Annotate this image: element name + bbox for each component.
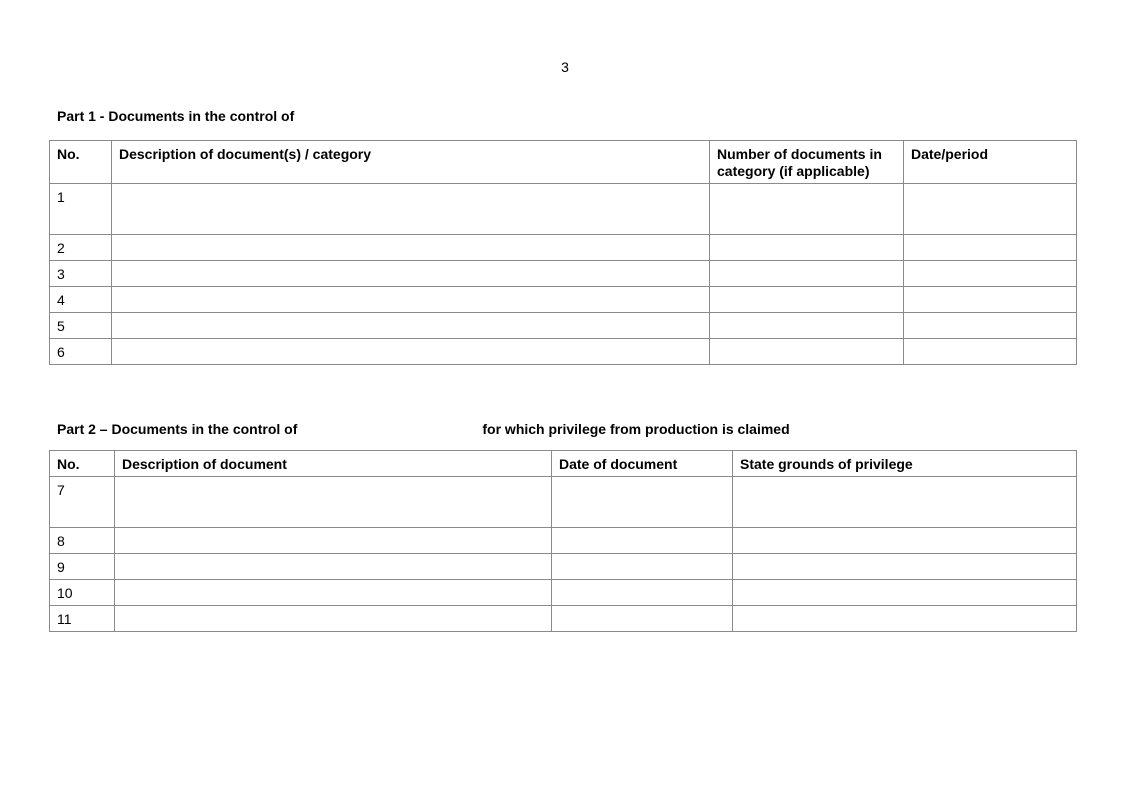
date-cell[interactable] <box>552 580 733 606</box>
part2-heading-start: Part 2 – Documents in the control of <box>57 421 298 437</box>
date-cell[interactable] <box>552 528 733 554</box>
part2-header-description: Description of document <box>115 451 552 477</box>
part2-header-grounds: State grounds of privilege <box>733 451 1077 477</box>
table-row <box>50 184 1077 235</box>
part1-table <box>49 140 1077 365</box>
part2-heading <box>57 421 790 437</box>
grounds-cell[interactable] <box>733 477 1077 528</box>
date-cell[interactable] <box>904 261 1077 287</box>
row-number: 6 <box>50 339 112 365</box>
description-cell[interactable] <box>112 184 710 235</box>
part1-heading: Part 1 - Documents in the control of <box>57 108 295 124</box>
date-cell[interactable] <box>552 606 733 632</box>
table-row <box>50 313 1077 339</box>
table-row <box>50 261 1077 287</box>
part1-header-no: No. <box>50 141 112 184</box>
description-cell[interactable] <box>112 287 710 313</box>
description-cell[interactable] <box>112 339 710 365</box>
table-row <box>50 477 1077 528</box>
table-row <box>50 528 1077 554</box>
part1-header-row <box>50 141 1077 184</box>
date-cell[interactable] <box>904 313 1077 339</box>
part1-header-description: Description of document(s) / category <box>112 141 710 184</box>
row-number: 4 <box>50 287 112 313</box>
count-cell[interactable] <box>710 287 904 313</box>
row-number: 3 <box>50 261 112 287</box>
table-row <box>50 580 1077 606</box>
row-number: 1 <box>50 184 112 235</box>
row-number: 5 <box>50 313 112 339</box>
grounds-cell[interactable] <box>733 554 1077 580</box>
grounds-cell[interactable] <box>733 580 1077 606</box>
row-number: 9 <box>50 554 115 580</box>
part1-header-count: Number of documents in category (if applicable) <box>710 141 904 184</box>
count-cell[interactable] <box>710 184 904 235</box>
count-cell[interactable] <box>710 235 904 261</box>
date-cell[interactable] <box>552 477 733 528</box>
date-cell[interactable] <box>904 184 1077 235</box>
count-cell[interactable] <box>710 261 904 287</box>
date-cell[interactable] <box>552 554 733 580</box>
table-row <box>50 287 1077 313</box>
date-cell[interactable] <box>904 339 1077 365</box>
description-cell[interactable] <box>115 606 552 632</box>
description-cell[interactable] <box>115 580 552 606</box>
description-cell[interactable] <box>112 313 710 339</box>
table-row <box>50 554 1077 580</box>
description-cell[interactable] <box>112 235 710 261</box>
description-cell[interactable] <box>115 477 552 528</box>
part2-header-date: Date of document <box>552 451 733 477</box>
row-number: 11 <box>50 606 115 632</box>
part1-header-date: Date/period <box>904 141 1077 184</box>
row-number: 8 <box>50 528 115 554</box>
description-cell[interactable] <box>115 554 552 580</box>
row-number: 2 <box>50 235 112 261</box>
part2-heading-end: for which privilege from production is claimed <box>482 421 790 437</box>
count-cell[interactable] <box>710 339 904 365</box>
part2-table <box>49 450 1077 632</box>
grounds-cell[interactable] <box>733 606 1077 632</box>
date-cell[interactable] <box>904 287 1077 313</box>
page-number: 3 <box>561 59 569 75</box>
table-row <box>50 606 1077 632</box>
table-row <box>50 235 1077 261</box>
grounds-cell[interactable] <box>733 528 1077 554</box>
description-cell[interactable] <box>112 261 710 287</box>
row-number: 10 <box>50 580 115 606</box>
row-number: 7 <box>50 477 115 528</box>
date-cell[interactable] <box>904 235 1077 261</box>
part2-header-row <box>50 451 1077 477</box>
part2-header-no: No. <box>50 451 115 477</box>
count-cell[interactable] <box>710 313 904 339</box>
table-row <box>50 339 1077 365</box>
description-cell[interactable] <box>115 528 552 554</box>
